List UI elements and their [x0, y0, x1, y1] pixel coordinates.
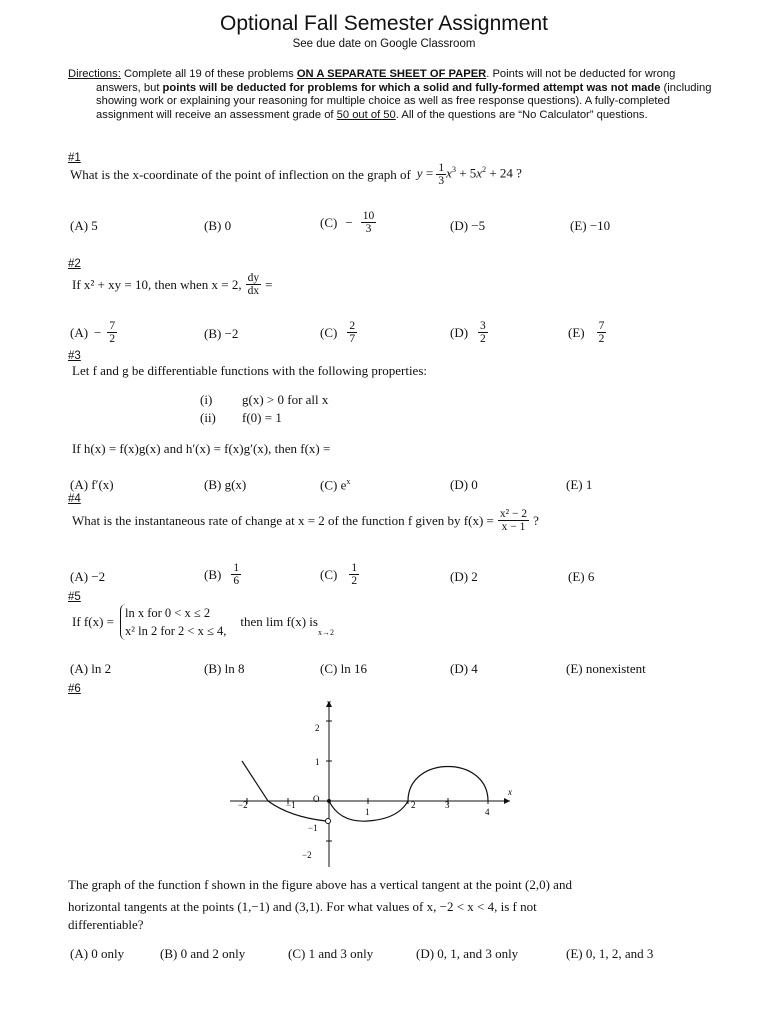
- answer-choice-c[interactable]: [320, 477, 350, 493]
- x-tick-label: 4: [485, 807, 490, 817]
- y-tick-label: 2: [315, 723, 320, 733]
- property-label: (ii): [200, 410, 216, 425]
- question-text: What is the instantaneous rate of change at x = 2 of the function f given by f(x) =: [72, 512, 494, 528]
- question-text: then lim f(x) is: [240, 614, 318, 629]
- question-5-prompt: [72, 604, 318, 640]
- answer-choice-b[interactable]: (B) 0: [204, 218, 232, 233]
- choice-label: (E): [568, 324, 585, 340]
- question-number: #4: [68, 493, 81, 505]
- choice-label: (A): [70, 324, 89, 340]
- question-text: If h(x) = f(x)g(x) and h′(x) = f(x)g′(x), then f(x) =: [72, 441, 331, 456]
- fraction-denominator: 2: [598, 333, 605, 345]
- x-axis-label: x: [508, 787, 512, 797]
- answer-choice-b[interactable]: (B) −2: [204, 326, 239, 341]
- directions-text-4: . All of the questions are “No Calculator” questions.: [395, 108, 648, 121]
- answer-choice-d[interactable]: (D) −5: [450, 218, 486, 233]
- question-1-prompt: [70, 162, 522, 187]
- graph-curve-left: [242, 761, 326, 821]
- answer-choice-a[interactable]: [70, 320, 117, 345]
- question-text: Let f and g be differentiable functions with the following properties:: [72, 363, 427, 378]
- answer-choice-e[interactable]: (E) 1: [566, 477, 593, 492]
- directions-text-2: . Points will not be deducted for wrong answers, but: [96, 68, 676, 94]
- answer-choice-e[interactable]: (E) nonexistent: [566, 661, 646, 676]
- x-tick-label: −1: [286, 800, 296, 810]
- piecewise-definition: [120, 604, 226, 640]
- fraction-denominator: 2: [109, 333, 116, 345]
- answer-choice-c[interactable]: (C) − $\frac{10}{3}$: [320, 210, 375, 235]
- question-text: If f(x) =: [72, 614, 114, 629]
- function-graph: [220, 695, 520, 870]
- answer-choice-c[interactable]: [320, 562, 359, 587]
- y-tick-label: 1: [315, 757, 320, 767]
- answer-choice-e[interactable]: [568, 320, 606, 345]
- fraction-denominator: 2: [480, 333, 486, 345]
- y-tick-label: −1: [308, 823, 318, 833]
- fraction-numerator: dy: [247, 272, 260, 284]
- fraction-denominator: dx: [247, 285, 260, 297]
- fraction-numerator: x² − 2: [499, 508, 528, 520]
- page-subtitle: See due date on Google Classroom: [292, 38, 476, 50]
- directions-emphasis-deduction: points will be deducted for problems for which a solid and fully-formed attempt was not made: [162, 81, 661, 94]
- question-1-function: y = $\frac{1}{3}$ $x^3 + 5x^2 + 24$ ?: [416, 162, 522, 187]
- choice-label: (C): [320, 324, 338, 340]
- piecewise-row-1: ln x for 0 < x ≤ 2: [124, 606, 211, 620]
- answer-choice-a[interactable]: (A) f′(x): [70, 477, 114, 492]
- question-text: What is the x-coordinate of the point of inflection on the graph of: [70, 166, 411, 182]
- choice-label: (D): [450, 324, 469, 340]
- fraction-denominator: 6: [233, 575, 240, 587]
- x-tick-label: −2: [238, 800, 248, 810]
- question-text: differentiable?: [68, 917, 144, 932]
- question-number: #5: [68, 591, 81, 603]
- answer-choice-d[interactable]: (D) 4: [450, 661, 478, 676]
- property-2: f(0) = 1: [242, 410, 282, 425]
- choice-label: (C) e: [320, 477, 347, 493]
- answer-choice-e[interactable]: (E) −10: [570, 218, 611, 233]
- fraction-denominator: 7: [349, 333, 356, 345]
- x-axis-arrow: [504, 798, 510, 804]
- directions-grade: 50 out of 50: [336, 108, 396, 121]
- choice-label: (B): [204, 566, 222, 582]
- question-number: #6: [68, 683, 81, 695]
- directions-text-3: (including showing work or explaining your reasoning for multiple choice as well as free response questions). A fully-completed assignment will receive an assessment grade of: [96, 81, 712, 121]
- property-label: (i): [200, 392, 213, 407]
- y-axis-label: y: [327, 698, 331, 707]
- answer-choice-d[interactable]: (D) 0, 1, and 3 only: [416, 946, 519, 961]
- answer-choice-a[interactable]: (A) 5: [70, 218, 98, 233]
- fraction-numerator: 2: [349, 320, 356, 332]
- x-tick-label: 2: [411, 800, 416, 810]
- answer-choice-d[interactable]: (D) 0: [450, 477, 478, 492]
- limit-subscript: x→2: [318, 628, 334, 637]
- answer-choice-b[interactable]: (B) g(x): [204, 477, 247, 492]
- question-number: #3: [68, 350, 81, 362]
- fraction-numerator: 3: [480, 320, 486, 332]
- fraction-denominator: x − 1: [501, 521, 526, 533]
- answer-choice-e[interactable]: (E) 0, 1, 2, and 3: [566, 946, 654, 961]
- answer-choice-c[interactable]: (C) 1 and 3 only: [288, 946, 374, 961]
- answer-choice-b[interactable]: (B) 0 and 2 only: [160, 946, 246, 961]
- piecewise-row-2: x² ln 2 for 2 < x ≤ 4,: [124, 624, 227, 638]
- answer-choice-c[interactable]: (C) ln 16: [320, 661, 367, 676]
- directions-emphasis-separate-sheet: ON A SEPARATE SHEET OF PAPER: [296, 68, 487, 80]
- answer-choice-c[interactable]: [320, 320, 357, 345]
- question-text: If x² + xy = 10, then when x = 2,: [72, 276, 242, 292]
- fraction-sign: −: [94, 324, 102, 340]
- fraction-denominator: 3: [365, 223, 372, 235]
- answer-choice-a[interactable]: (A) 0 only: [70, 946, 125, 961]
- choice-label: (C): [320, 214, 338, 230]
- answer-choice-e[interactable]: (E) 6: [568, 569, 595, 584]
- question-number: #2: [68, 258, 81, 270]
- answer-choice-d[interactable]: [450, 320, 488, 345]
- question-number: #1: [68, 152, 81, 164]
- answer-choice-d[interactable]: (D) 2: [450, 569, 478, 584]
- answer-choice-b[interactable]: [204, 562, 241, 587]
- answer-choice-b[interactable]: (B) ln 8: [204, 661, 245, 676]
- origin-label: O: [313, 794, 320, 804]
- fraction-numerator: 1: [233, 562, 240, 574]
- fraction-numerator: 7: [109, 320, 116, 332]
- page-title: Optional Fall Semester Assignment: [220, 12, 548, 35]
- directions-block: [68, 68, 718, 122]
- question-2-prompt: If x² + xy = 10, then when x = 2, $\frac{dy}{dx}$ =: [72, 272, 273, 297]
- question-mark: ?: [533, 512, 539, 528]
- question-4-prompt: [72, 508, 539, 533]
- y-tick-label: −2: [302, 850, 312, 860]
- x-tick-label: 3: [445, 800, 450, 810]
- question-text: horizontal tangents at the points (1,−1) and (3,1). For what values of x, −2 < x < 4, is f not: [68, 899, 537, 914]
- exponent: x: [346, 477, 351, 486]
- property-1: g(x) > 0 for all x: [242, 392, 329, 407]
- x-tick-label: 1: [365, 807, 370, 817]
- graph-curve-right: [408, 767, 488, 802]
- fraction-numerator: 1: [351, 562, 358, 574]
- fraction-numerator: 7: [598, 320, 605, 332]
- fraction-numerator: 10: [362, 210, 375, 222]
- directions-text-1: Complete all 19 of these problems: [120, 68, 297, 80]
- question-text: The graph of the function f shown in the figure above has a vertical tangent at the point (2,0) and: [68, 877, 572, 892]
- open-circle: [326, 819, 331, 824]
- directions-label: Directions:: [68, 68, 121, 80]
- answer-choice-a[interactable]: (A) ln 2: [70, 661, 112, 676]
- choice-label: (C): [320, 566, 338, 582]
- answer-choice-a[interactable]: (A) −2: [70, 569, 106, 584]
- fraction-denominator: 2: [351, 575, 358, 587]
